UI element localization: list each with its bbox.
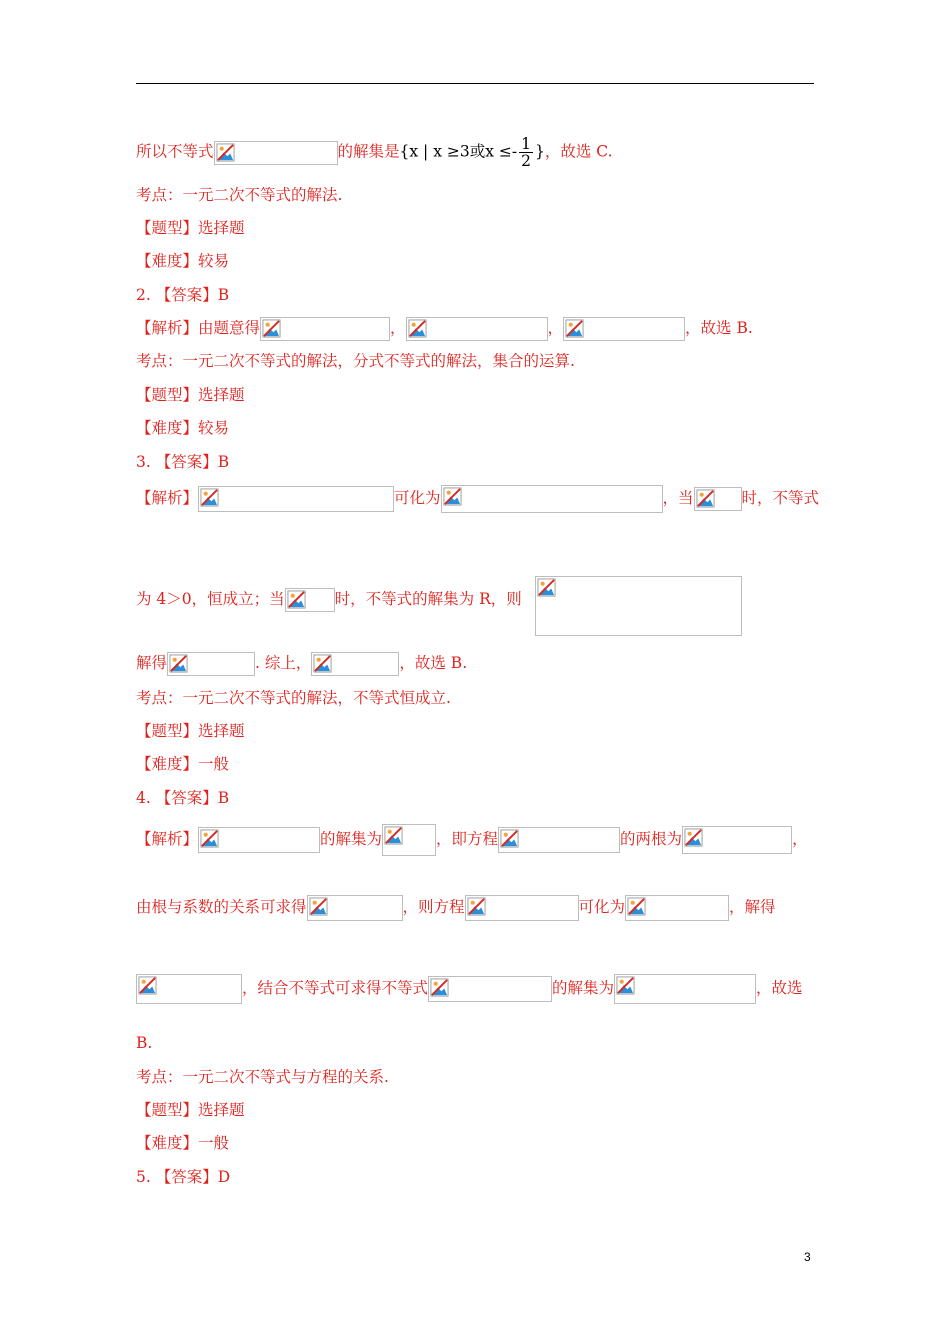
formula-image xyxy=(214,141,338,165)
text: 所以不等式 xyxy=(136,142,214,161)
broken-image-icon xyxy=(200,829,219,848)
text: 【解析】 xyxy=(136,830,199,848)
formula-image xyxy=(465,895,579,921)
q4-jiexi-line3 xyxy=(136,974,803,1004)
q4-jiexi-line1 xyxy=(136,824,808,856)
q3-tixing: 【题型】选择题 xyxy=(136,722,245,740)
formula-image xyxy=(406,317,548,341)
broken-image-icon xyxy=(169,654,188,673)
broken-image-icon xyxy=(430,978,449,997)
text: ， xyxy=(792,830,808,848)
broken-image-icon xyxy=(216,143,235,162)
q2-kaodian: 考点：一元二次不等式的解法，分式不等式的解法，集合的运算. xyxy=(136,352,575,370)
broken-image-icon xyxy=(287,590,306,609)
text: ，故选 B. xyxy=(685,319,753,337)
text: ，解得 xyxy=(729,898,776,916)
q4-jiexi-line4: B. xyxy=(136,1034,153,1052)
broken-image-icon xyxy=(408,319,427,338)
q3-kaodian: 考点：一元二次不等式的解法，不等式恒成立. xyxy=(136,689,451,707)
math-set: {x | x ≥3或x ≤- xyxy=(399,142,518,161)
formula-image xyxy=(198,827,320,853)
text: ，故选 B. xyxy=(399,654,468,672)
text: 时，不等式 xyxy=(741,489,820,507)
formula-image xyxy=(498,827,620,853)
text: 的解集是 xyxy=(337,142,400,161)
broken-image-icon xyxy=(384,826,403,845)
broken-image-icon xyxy=(443,487,462,506)
formula-image xyxy=(307,895,403,921)
q4-nandu: 【难度】一般 xyxy=(136,1134,230,1152)
text: 的解集为 xyxy=(320,830,383,848)
q4-answer: 4. 【答案】B xyxy=(136,789,230,807)
text: ，结合不等式可求得不等式 xyxy=(242,979,429,997)
formula-image xyxy=(614,974,756,1004)
formula-image xyxy=(563,317,685,341)
q4-tixing: 【题型】选择题 xyxy=(136,1101,245,1119)
formula-image xyxy=(441,485,663,513)
text: ，当 xyxy=(662,489,694,507)
broken-image-icon xyxy=(537,578,556,597)
q1-kaodian: 考点：一元二次不等式的解法. xyxy=(136,186,343,204)
text: ， xyxy=(390,319,406,337)
text: 【解析】由题意得 xyxy=(136,319,261,337)
text: 可化为 xyxy=(578,898,626,916)
text: 解得 xyxy=(136,654,168,672)
formula-image xyxy=(428,976,552,1002)
text: 可化为 xyxy=(394,489,441,507)
q4-kaodian: 考点：一元二次不等式与方程的关系. xyxy=(136,1068,389,1086)
q2-nandu: 【难度】较易 xyxy=(136,419,230,437)
formula-image xyxy=(625,895,729,921)
text: ， xyxy=(547,319,564,337)
text: 的解集为 xyxy=(552,979,615,997)
broken-image-icon xyxy=(313,654,332,673)
q1-conclusion xyxy=(136,136,613,169)
header-rule xyxy=(136,83,814,84)
formula-image xyxy=(382,824,436,856)
text: 为 4＞0，恒成立；当 xyxy=(136,590,285,608)
broken-image-icon xyxy=(616,976,635,995)
q3-jiexi-line2 xyxy=(136,588,522,612)
q2-tixing: 【题型】选择题 xyxy=(136,386,245,404)
broken-image-icon xyxy=(500,829,519,848)
text: 的两根为 xyxy=(620,830,683,848)
q3-answer: 3. 【答案】B xyxy=(136,453,230,471)
formula-image xyxy=(285,588,335,612)
formula-image xyxy=(682,826,792,854)
broken-image-icon xyxy=(309,897,328,916)
q2-jiexi xyxy=(136,317,753,341)
formula-image xyxy=(167,652,255,676)
page-number: 3 xyxy=(804,1250,811,1264)
broken-image-icon xyxy=(262,319,281,338)
q3-jiexi-line3 xyxy=(136,652,467,676)
q4-jiexi-line2 xyxy=(136,895,776,921)
text: 由根与系数的关系可求得 xyxy=(136,898,307,916)
formula-image xyxy=(136,974,242,1004)
fraction-denominator: 2 xyxy=(521,152,531,170)
text: 时，不等式的解集为 R，则 xyxy=(334,590,522,608)
formula-image xyxy=(198,486,394,512)
fraction xyxy=(519,136,533,169)
broken-image-icon xyxy=(684,828,703,847)
q1-tixing: 【题型】选择题 xyxy=(136,219,245,237)
broken-image-icon xyxy=(200,488,219,507)
text: 【解析】 xyxy=(136,489,199,507)
q1-nandu: 【难度】较易 xyxy=(136,252,230,270)
broken-image-icon xyxy=(696,489,715,508)
broken-image-icon xyxy=(138,976,157,995)
fraction-numerator: 1 xyxy=(521,135,531,153)
text: . 综上， xyxy=(255,654,312,672)
q2-answer: 2. 【答案】B xyxy=(136,286,230,304)
formula-image xyxy=(694,487,742,511)
formula-image xyxy=(311,652,399,676)
q3-jiexi-line1 xyxy=(136,485,819,513)
formula-image-large xyxy=(535,576,742,636)
formula-image xyxy=(260,317,390,341)
broken-image-icon xyxy=(467,897,486,916)
q3-nandu: 【难度】一般 xyxy=(136,755,230,773)
q5-answer: 5. 【答案】D xyxy=(136,1168,231,1186)
math-set-close: } xyxy=(535,142,545,161)
text: ，则方程 xyxy=(402,898,465,916)
text: ，故选 C. xyxy=(544,142,613,161)
broken-image-icon xyxy=(565,319,584,338)
text: ，即方程 xyxy=(436,830,499,848)
broken-image-icon xyxy=(627,897,646,916)
text: ，故选 xyxy=(756,979,803,997)
